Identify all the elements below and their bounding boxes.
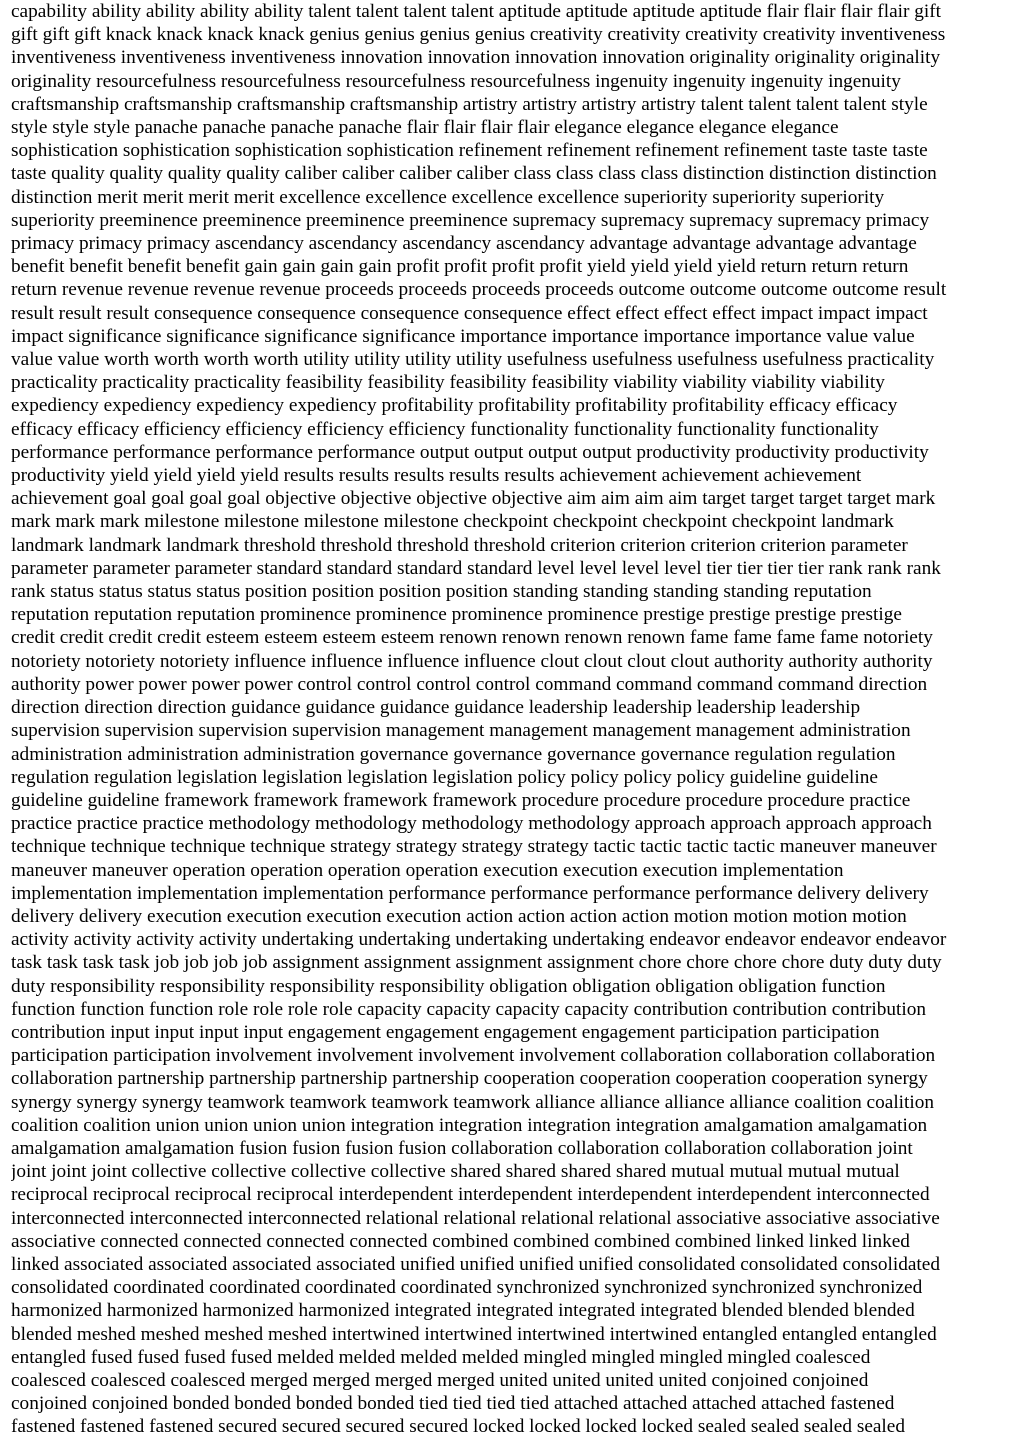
text-line: performance performance performance performance output output output output productivity productivity productivity bbox=[11, 441, 929, 463]
text-line: interconnected interconnected interconnected relational relational relational relational associative associative associative bbox=[11, 1207, 940, 1229]
text-line: return revenue revenue revenue revenue proceeds proceeds proceeds proceeds outcome outcome outcome outcome result bbox=[11, 279, 947, 301]
text-line: conjoined conjoined bonded bonded bonded bonded tied tied tied tied attached attached attached attached fastened bbox=[11, 1393, 895, 1415]
text-line: inventiveness inventiveness inventiveness innovation innovation innovation innovation originality originality originality bbox=[11, 47, 941, 69]
text-line: taste quality quality quality quality caliber caliber caliber caliber class class class class distinction distinction distinction bbox=[11, 163, 937, 185]
text-line: supervision supervision supervision supervision management management management management administration bbox=[11, 720, 911, 742]
text-line: capability ability ability ability ability talent talent talent talent aptitude aptitude aptitude aptitude flair flair flair flair gift bbox=[11, 1, 942, 22]
text-line: distinction merit merit merit merit excellence excellence excellence excellence superiority superiority superiority bbox=[11, 186, 885, 208]
text-line: practice practice practice methodology methodology methodology methodology approach approach approach approach bbox=[11, 813, 932, 835]
text-line: mark mark mark milestone milestone milestone milestone checkpoint checkpoint checkpoint checkpoint landmark bbox=[11, 511, 894, 533]
text-line: collaboration partnership partnership partnership partnership cooperation cooperation cooperation cooperation synergy bbox=[11, 1068, 928, 1090]
text-line: efficacy efficacy efficiency efficiency efficiency efficiency functionality functionality functionality functionality bbox=[11, 418, 879, 440]
text-line: rank status status status status position position position position standing standing standing standing reputation bbox=[11, 581, 872, 603]
text-line: value value worth worth worth worth utility utility utility utility usefulness usefulness usefulness usefulness practicality bbox=[11, 349, 935, 371]
text-line: participation participation involvement involvement involvement involvement collaboration collaboration collaboration bbox=[11, 1045, 936, 1067]
text-line: gift gift gift knack knack knack knack genius genius genius genius creativity creativity creativity creativity inventiveness bbox=[11, 24, 946, 46]
body-text bbox=[11, 0, 1013, 1439]
text-line: function function function role role role role capacity capacity capacity capacity contribution contribution contribution bbox=[11, 998, 926, 1020]
text-line: maneuver maneuver operation operation operation operation execution execution execution implementation bbox=[11, 859, 844, 881]
text-line: delivery delivery execution execution execution execution action action action action motion motion motion motion bbox=[11, 905, 907, 927]
text-line: authority power power power power control control control control command command command command direction bbox=[11, 673, 928, 695]
text-line: coalesced coalesced coalesced merged merged merged merged united united united united conjoined conjoined bbox=[11, 1369, 869, 1391]
text-line: duty responsibility responsibility responsibility responsibility obligation obligation obligation obligation function bbox=[11, 975, 886, 997]
text-line: benefit benefit benefit benefit gain gain gain gain profit profit profit profit yield yield yield yield return return return bbox=[11, 256, 909, 278]
text-line: impact significance significance significance significance importance importance importance importance value value bbox=[11, 325, 915, 347]
text-line: joint joint joint collective collective collective collective shared shared shared shared mutual mutual mutual mutual bbox=[11, 1161, 900, 1183]
text-line: direction direction direction guidance guidance guidance guidance leadership leadership leadership leadership bbox=[11, 697, 861, 719]
text-line: landmark landmark landmark threshold threshold threshold threshold criterion criterion criterion criterion parameter bbox=[11, 534, 908, 556]
text-line: reputation reputation reputation prominence prominence prominence prominence prestige prestige prestige prestige bbox=[11, 604, 902, 626]
text-line: task task task task job job job job assignment assignment assignment assignment chore chore chore chore duty duty duty bbox=[11, 952, 942, 974]
text-line: productivity yield yield yield yield results results results results results achievement achievement achievement bbox=[11, 465, 862, 487]
text-line: regulation regulation legislation legislation legislation legislation policy policy policy policy guideline guideline bbox=[11, 766, 878, 788]
text-line: reciprocal reciprocal reciprocal reciprocal interdependent interdependent interdependent interdependent interconnected bbox=[11, 1184, 930, 1206]
text-line: coalition coalition union union union union integration integration integration integration amalgamation amalgamation bbox=[11, 1114, 928, 1136]
text-line: achievement goal goal goal goal objective objective objective objective aim aim aim aim target target target target mark bbox=[11, 488, 936, 510]
text-line: administration administration administration governance governance governance governance regulation regulation bbox=[11, 743, 896, 765]
text-line: notoriety notoriety notoriety influence influence influence influence clout clout clout clout authority authority authority bbox=[11, 650, 933, 672]
text-line: synergy synergy synergy teamwork teamwork teamwork teamwork alliance alliance alliance alliance coalition coalition bbox=[11, 1091, 935, 1113]
text-line: practicality practicality practicality feasibility feasibility feasibility feasibility viability viability viability viability bbox=[11, 372, 885, 394]
text-line: guideline guideline framework framework framework framework procedure procedure procedure procedure practice bbox=[11, 789, 911, 811]
text-line: expediency expediency expediency expediency profitability profitability profitability profitability efficacy efficacy bbox=[11, 395, 898, 417]
text-line: fastened fastened fastened secured secured secured secured locked locked locked locked sealed sealed sealed sealed bbox=[11, 1416, 905, 1438]
text-line: contribution input input input input engagement engagement engagement engagement participation participation bbox=[11, 1021, 880, 1043]
text-line: associative connected connected connected connected combined combined combined combined linked linked linked bbox=[11, 1230, 910, 1252]
text-line: primacy primacy primacy ascendancy ascendancy ascendancy ascendancy advantage advantage advantage advantage bbox=[11, 233, 917, 255]
text-line: technique technique technique technique strategy strategy strategy strategy tactic tactic tactic tactic maneuver maneuver bbox=[11, 836, 937, 858]
text-line: result result result consequence consequence consequence consequence effect effect effect effect impact impact impact bbox=[11, 302, 928, 324]
text-line: superiority preeminence preeminence preeminence preeminence supremacy supremacy supremacy supremacy primacy bbox=[11, 209, 930, 231]
text-line: style style style panache panache panache panache flair flair flair flair elegance elegance elegance elegance bbox=[11, 117, 839, 139]
text-line: craftsmanship craftsmanship craftsmanship craftsmanship artistry artistry artistry artistry talent talent talent talent style bbox=[11, 93, 928, 115]
text-line: parameter parameter parameter standard standard standard standard level level level level tier tier tier tier rank rank rank bbox=[11, 557, 941, 579]
text-line: implementation implementation implementation performance performance performance performance delivery delivery bbox=[11, 882, 929, 904]
text-line: blended meshed meshed meshed meshed intertwined intertwined intertwined intertwined entangled entangled entangled bbox=[11, 1323, 937, 1345]
text-line: sophistication sophistication sophistication sophistication refinement refinement refinement refinement taste taste taste bbox=[11, 140, 928, 162]
text-line: activity activity activity activity undertaking undertaking undertaking undertaking endeavor endeavor endeavor endeavor bbox=[11, 929, 947, 951]
text-line: credit credit credit credit esteem esteem esteem esteem renown renown renown renown fame fame fame fame notoriety bbox=[11, 627, 933, 649]
text-line: harmonized harmonized harmonized harmonized integrated integrated integrated integrated blended blended blended bbox=[11, 1300, 915, 1322]
text-line: amalgamation amalgamation fusion fusion fusion fusion collaboration collaboration collaboration collaboration joint bbox=[11, 1137, 913, 1159]
text-line: entangled fused fused fused fused melded melded melded melded mingled mingled mingled mingled coalesced bbox=[11, 1346, 871, 1368]
text-line: linked associated associated associated associated unified unified unified unified consolidated consolidated consolidated bbox=[11, 1253, 940, 1275]
text-line: originality resourcefulness resourcefulness resourcefulness resourcefulness ingenuity ingenuity ingenuity ingenuity bbox=[11, 70, 901, 92]
text-line: consolidated coordinated coordinated coordinated coordinated synchronized synchronized synchronized synchronized bbox=[11, 1277, 923, 1299]
